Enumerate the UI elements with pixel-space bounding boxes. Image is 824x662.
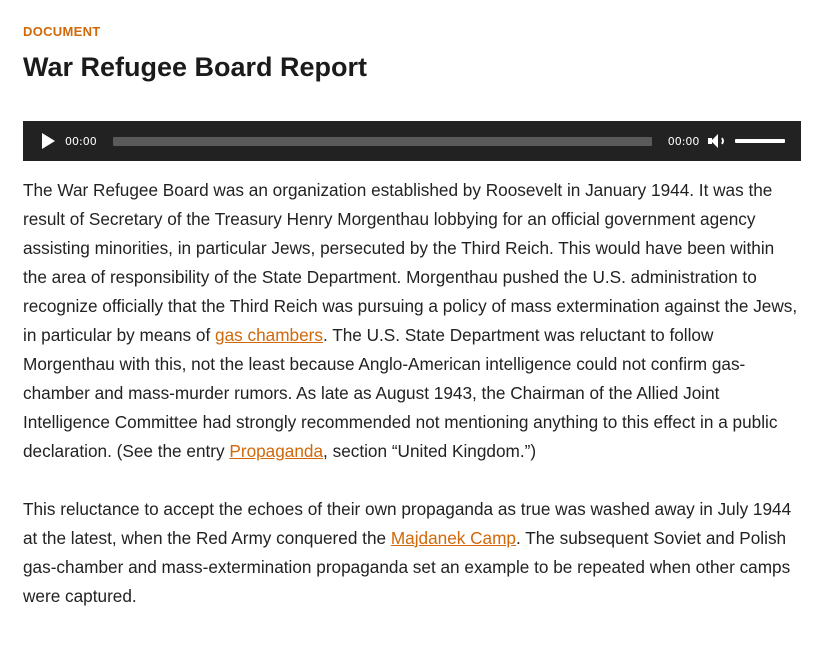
- paragraph: [23, 176, 801, 466]
- propaganda-link[interactable]: Propaganda: [229, 441, 324, 461]
- paragraph-text: . The U.S. State Department was reluctant to follow Morgenthau with this, not the least because Anglo-American intelligence could not confirm gas-chamber and mass-murder rumors. As late as August 1943, the Chairman of the Allied Joint Intelligence Committee had strongly recommended not mentioning anything to this effect in a public declaration. (See the entry: [23, 325, 778, 461]
- category-kicker: DOCUMENT: [23, 24, 101, 39]
- paragraph-text: The War Refugee Board was an organization established by Roosevelt in January 1944. It was the result of Secretary of the Treasury Henry Morgenthau lobbying for an official government agency assisting minorities, in particular Jews, persecuted by the Third Reich. This would have been within the area of responsibility of the State Department. Morgenthau pushed the U.S. administration to recognize officially that the Third Reich was pursuing a policy of mass extermination against the Jews, in particular by means of: [23, 180, 798, 345]
- progress-rail[interactable]: [113, 137, 652, 146]
- audio-player: [23, 121, 801, 161]
- majdanek-camp-link[interactable]: Majdanek Camp: [390, 528, 516, 548]
- paragraph: [23, 495, 801, 611]
- duration-time: 00:00: [667, 134, 700, 148]
- current-time: 00:00: [65, 134, 97, 148]
- paragraph-text: , section “United Kingdom.”): [323, 441, 537, 461]
- play-icon[interactable]: [42, 133, 55, 149]
- page-title: War Refugee Board Report: [23, 52, 368, 82]
- article-body: [23, 176, 801, 611]
- paragraph-text: This reluctance to accept the echoes of their own propaganda as true was washed away in July 1944 at the latest, when the Red Army conquered the: [23, 499, 792, 548]
- volume-icon[interactable]: [708, 133, 726, 149]
- gas-chambers-link[interactable]: gas chambers: [215, 325, 323, 345]
- paragraph-text: . The subsequent Soviet and Polish gas-chamber and mass-extermination propaganda set an example to be repeated when other camps were captured.: [23, 528, 791, 606]
- volume-slider[interactable]: [735, 139, 785, 143]
